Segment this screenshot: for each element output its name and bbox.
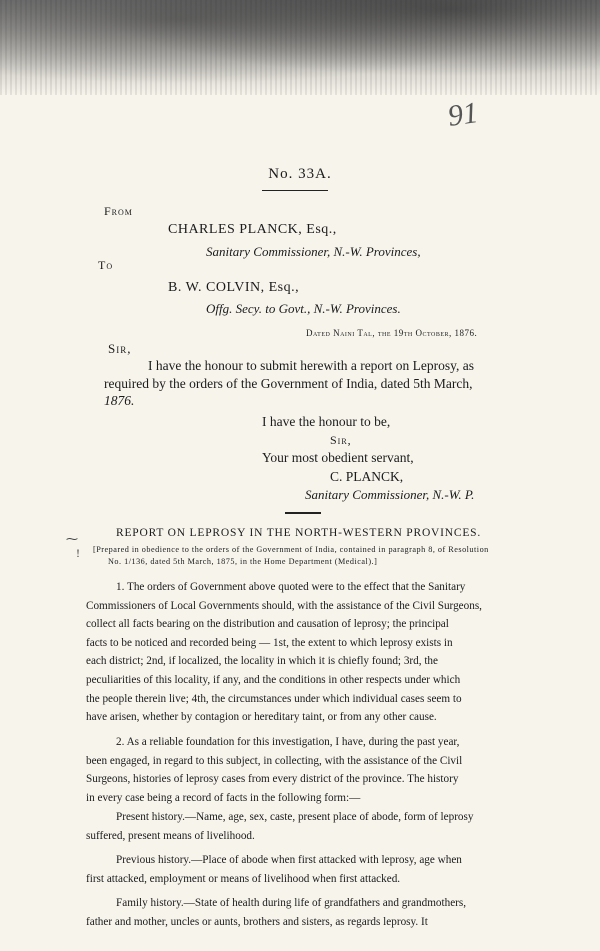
letter-line-3: 1876. (104, 393, 135, 408)
present-history (86, 808, 486, 845)
family-history (86, 894, 486, 931)
from-name: CHARLES PLANCK, Esq., (168, 222, 337, 237)
para1-line: 1. The orders of Government above quoted were to the effect that the Sanitary (116, 581, 466, 593)
report-note-line-2: No. 1/136, dated 5th March, 1875, in the Home Department (Medical).] (108, 557, 378, 566)
scan-edge-shading (0, 0, 600, 95)
salutation: Sir, (108, 341, 132, 356)
divider-rule (262, 190, 328, 191)
para2-line: 2. As a reliable foundation for this investigation, I have, during the past year, (116, 736, 460, 748)
family-line: father and mother, uncles or aunts, brothers and sisters, as regards leprosy. It (86, 915, 428, 928)
paragraph-2 (86, 733, 486, 807)
to-label: To (98, 258, 114, 272)
date-line: Dated Naini Tal, the 19th October, 1876. (306, 328, 478, 338)
margin-mark: ⁓ (66, 532, 78, 546)
paragraph-1 (86, 578, 486, 727)
previous-history (86, 851, 486, 888)
margin-mark-2: ! (76, 546, 80, 560)
para1-line: the people therein live; 4th, the circumstances under which individual cases seem to (86, 692, 462, 705)
signature-name: C. PLANCK, (330, 469, 404, 484)
report-title: REPORT ON LEPROSY IN THE NORTH-WESTERN PROVINCES. (116, 527, 482, 539)
letter-line-1: I have the honour to submit herewith a report on Leprosy, as (148, 358, 475, 373)
closing-line-2: Your most obedient servant, (262, 450, 414, 465)
para1-line: facts to be noticed and recorded being — 1st, the extent to which leprosy exists in (86, 636, 453, 649)
para2-line: Surgeons, histories of leprosy cases from every district of the province. The history (86, 773, 459, 786)
para1-line: have arisen, whether by contagion or hereditary taint, or from any other cause. (86, 711, 437, 724)
from-label: From (104, 204, 133, 218)
to-title: Offg. Secy. to Govt., N.-W. Provinces. (206, 301, 401, 316)
family-line: Family history.—State of health during life of grandfathers and grandmothers, (116, 897, 467, 909)
document-number: No. 33A. (268, 166, 332, 182)
previous-line: Previous history.—Place of abode when first attacked with leprosy, age when (116, 854, 462, 866)
report-note-line-1: [Prepared in obedience to the orders of the Government of India, contained in paragraph 8, of Resolution (93, 545, 489, 554)
closing-line-1: I have the honour to be, (262, 414, 391, 429)
to-name: B. W. COLVIN, Esq., (168, 280, 300, 295)
para2-line: in every case being a record of facts in the following form:— (86, 791, 361, 804)
from-title: Sanitary Commissioner, N.-W. Provinces, (206, 244, 421, 259)
section-divider (285, 512, 321, 514)
previous-line: first attacked, employment or means of livelihood when first attacked. (86, 872, 401, 885)
letter-line-2: required by the orders of the Government of India, dated 5th March, (104, 376, 473, 391)
present-line: suffered, present means of livelihood. (86, 829, 255, 842)
present-line: Present history.—Name, age, sex, caste, present place of abode, form of leprosy (116, 811, 474, 823)
folio-number: 91 (445, 96, 481, 133)
para1-line: Commissioners of Local Governments should, with the assistance of the Civil Surgeons, (86, 599, 482, 612)
para1-line: collect all facts bearing on the distribution and causation of leprosy; the principal (86, 618, 449, 631)
para1-line: peculiarities of this locality, if any, and the conditions in other respects under which (86, 673, 461, 686)
closing-sir: Sir, (330, 433, 352, 447)
para2-line: been engaged, in regard to this subject, in collecting, with the assistance of the Civil (86, 754, 463, 767)
signature-title: Sanitary Commissioner, N.-W. P. (305, 487, 475, 502)
para1-line: each district; 2nd, if localized, the locality in which it is chiefly found; 3rd, the (86, 655, 438, 668)
